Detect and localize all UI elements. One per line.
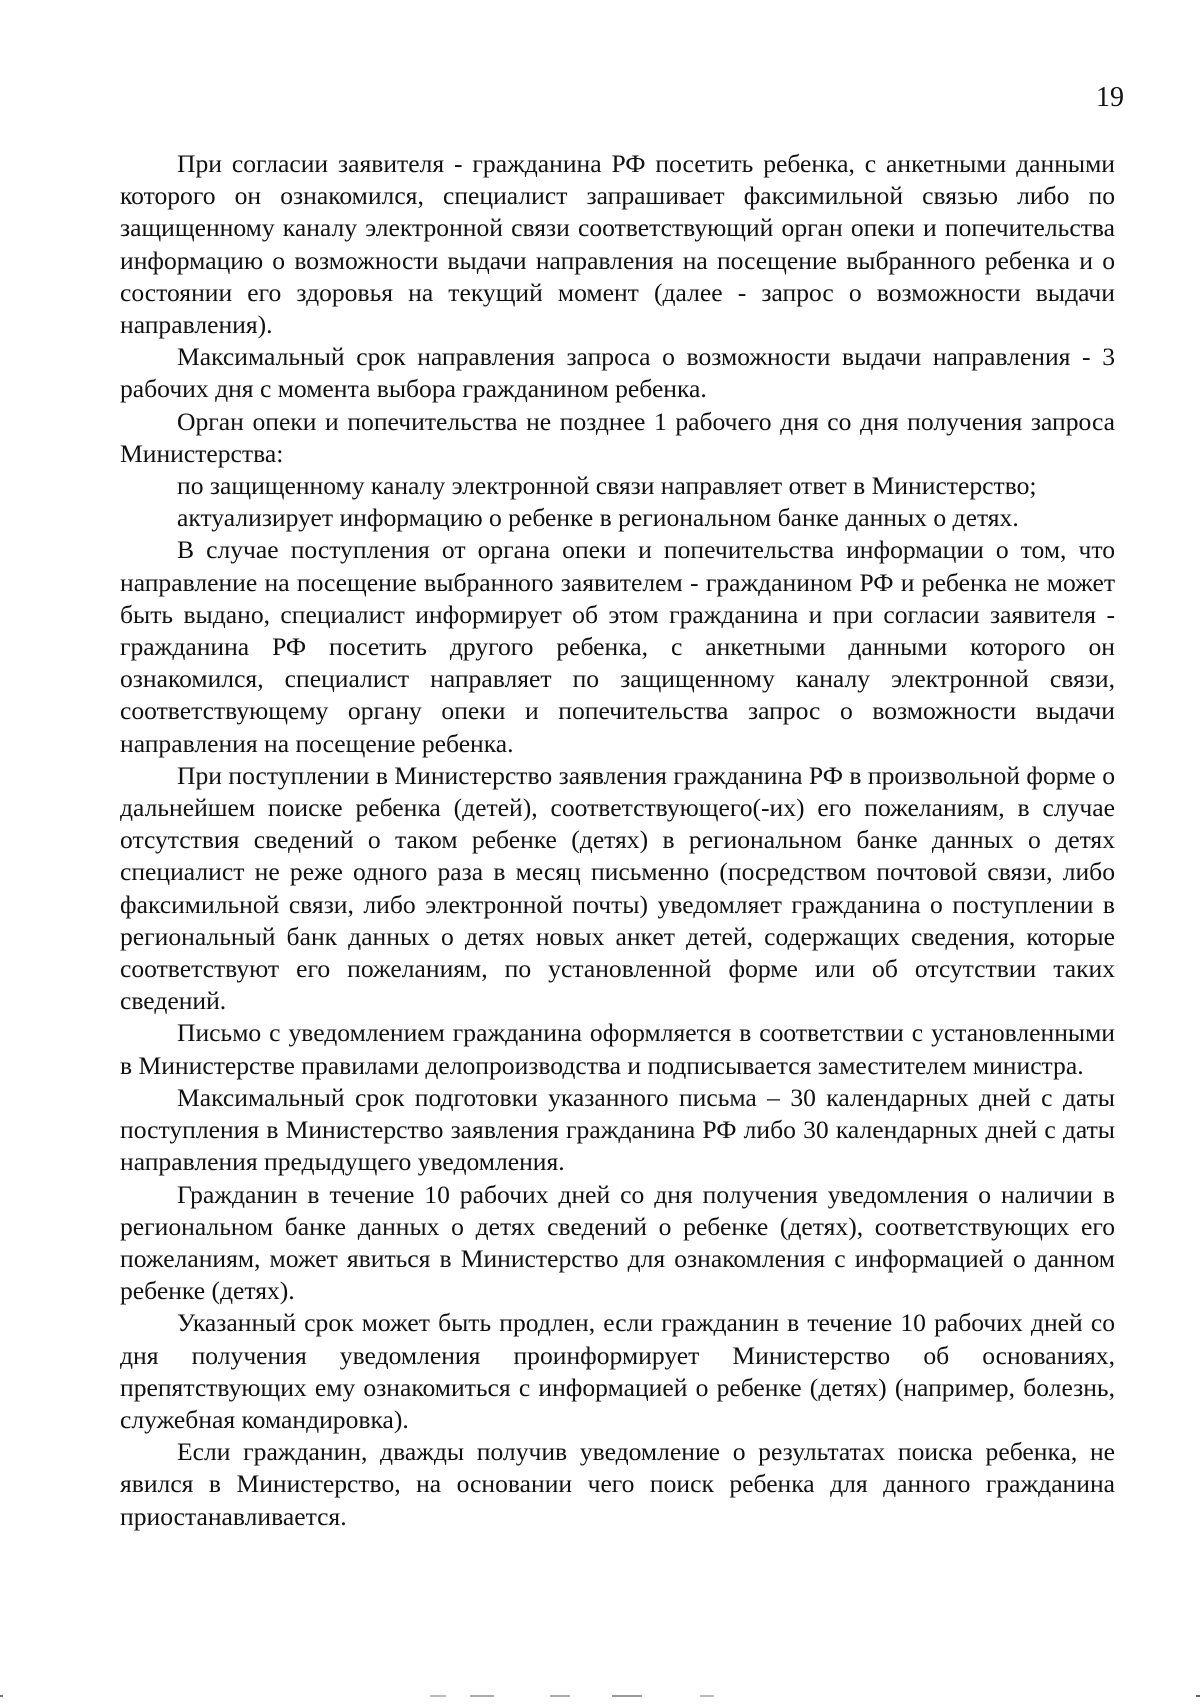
paragraph: Максимальный срок подготовки указанного письма – 30 календарных дней с даты поступления в Министерство заявления гражданина РФ либо 30 календарных дней с даты направления предыдущего уведомления. bbox=[120, 1082, 1115, 1177]
paragraph: При согласии заявителя - гражданина РФ посетить ребенка, с анкетными данными которого он ознакомился, специалист запрашивает факсимильной связью либо по защищенному каналу электронной связи соответствующий орган опеки и попечительства информацию о возможности выдачи направления на посещение выбранного ребенка и о состоянии его здоровья на текущий момент (далее - запрос о возможности выдачи направления). bbox=[120, 149, 1115, 340]
page-number: 19 bbox=[1096, 82, 1124, 113]
paragraph: Гражданин в течение 10 рабочих дней со дня получения уведомления о наличии в региональном банке данных о детях сведений о ребенке (детях), соответствующих его пожеланиям, может явиться в Министерство для ознакомления с информацией о данном ребенке (детях). bbox=[120, 1179, 1115, 1306]
paragraph: Если гражданин, дважды получив уведомление о результатах поиска ребенка, не явился в Министерство, на основании чего поиск ребенка для данного гражданина приостанавливается. bbox=[120, 1437, 1115, 1531]
paragraph: Максимальный срок направления запроса о возможности выдачи направления - 3 рабочих дня с момента выбора гражданином ребенка. bbox=[120, 342, 1115, 404]
list-item: актуализирует информацию о ребенке в региональном банке данных о детях. bbox=[177, 503, 1019, 533]
document-body bbox=[120, 148, 1115, 1533]
scan-artifact bbox=[0, 1694, 1200, 1698]
paragraph: Орган опеки и попечительства не позднее 1 рабочего дня со дня получения запроса Министерства: bbox=[120, 406, 1115, 468]
list-item: по защищенному каналу электронной связи направляет ответ в Министерство; bbox=[177, 471, 1037, 501]
paragraph: В случае поступления от органа опеки и попечительства информации о том, что направление на посещение выбранного заявителем - гражданином РФ и ребенка не может быть выдано, специалист информирует об этом гражданина и при согласии заявителя - гражданина РФ посетить другого ребенка, с анкетными данными которого он ознакомился, специалист направляет по защищенному каналу электронной связи, соответствующему органу опеки и попечительства запрос о возможности выдачи направления на посещение ребенка. bbox=[120, 535, 1115, 758]
paragraph: Письмо с уведомлением гражданина оформляется в соответствии с установленными в Министерстве правилами делопроизводства и подписывается заместителем министра. bbox=[120, 1018, 1115, 1080]
paragraph: При поступлении в Министерство заявления гражданина РФ в произвольной форме о дальнейшем поиске ребенка (детей), соответствующего(-их) его пожеланиям, в случае отсутствия сведений о таком ребенке (детях) в региональном банке данных о детях специалист не реже одного раза в месяц письменно (посредством почтовой связи, либо факсимильной связи, либо электронной почты) уведомляет гражданина о поступлении в региональный банк данных о детях новых анкет детей, содержащих сведения, которые соответствуют его пожеланиям, по установленной форме или об отсутствии таких сведений. bbox=[120, 760, 1115, 1016]
paragraph: Указанный срок может быть продлен, если гражданин в течение 10 рабочих дней со дня получения уведомления проинформирует Министерство об основаниях, препятствующих ему ознакомиться с информацией о ребенке (детях) (например, болезнь, служебная командировка). bbox=[120, 1308, 1115, 1434]
